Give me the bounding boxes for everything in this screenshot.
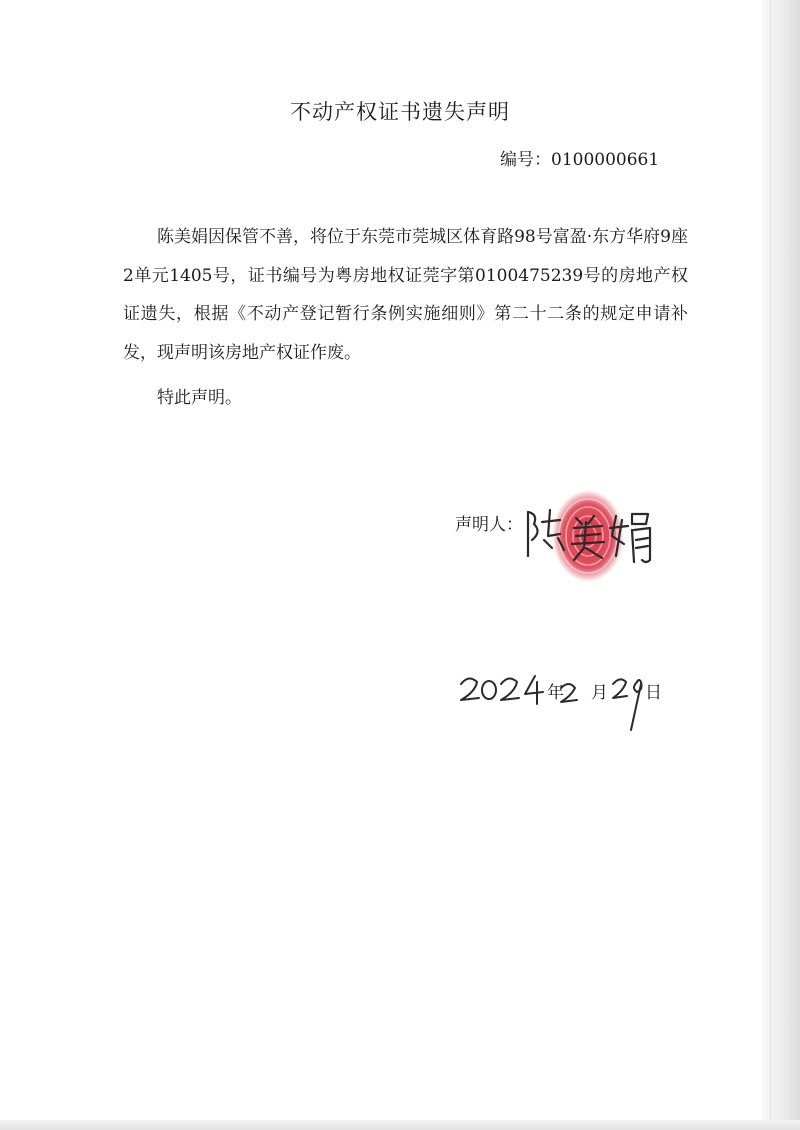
number-value: 0100000661	[551, 150, 660, 170]
date-block	[455, 660, 685, 750]
handwritten-date-numerals	[455, 660, 685, 750]
declaration-closing: 特此声明。	[157, 388, 242, 408]
document-title: 不动产权证书遗失声明	[290, 100, 510, 124]
month-unit: 月	[591, 683, 608, 703]
number-label: 编号：	[500, 150, 551, 170]
signature-with-thumbprint	[520, 478, 670, 588]
scan-edge-bottom	[0, 1120, 800, 1130]
scan-edge-right	[762, 0, 800, 1130]
signature-label: 声明人：	[455, 515, 523, 535]
document-number	[500, 145, 659, 170]
year-unit: 年	[547, 683, 564, 703]
declaration-body: 陈美娟因保管不善，将位于东莞市莞城区体育路98号富盈·东方华府9座2单元1405号，证书编号为粤房地权证莞字第0100475239号的房地产权证遗失，根据《不动产登记暂行条例实施细则》第二十二条的规定申请补发，现声明该房地产权证作废。	[123, 227, 688, 363]
day-unit: 日	[645, 683, 662, 703]
